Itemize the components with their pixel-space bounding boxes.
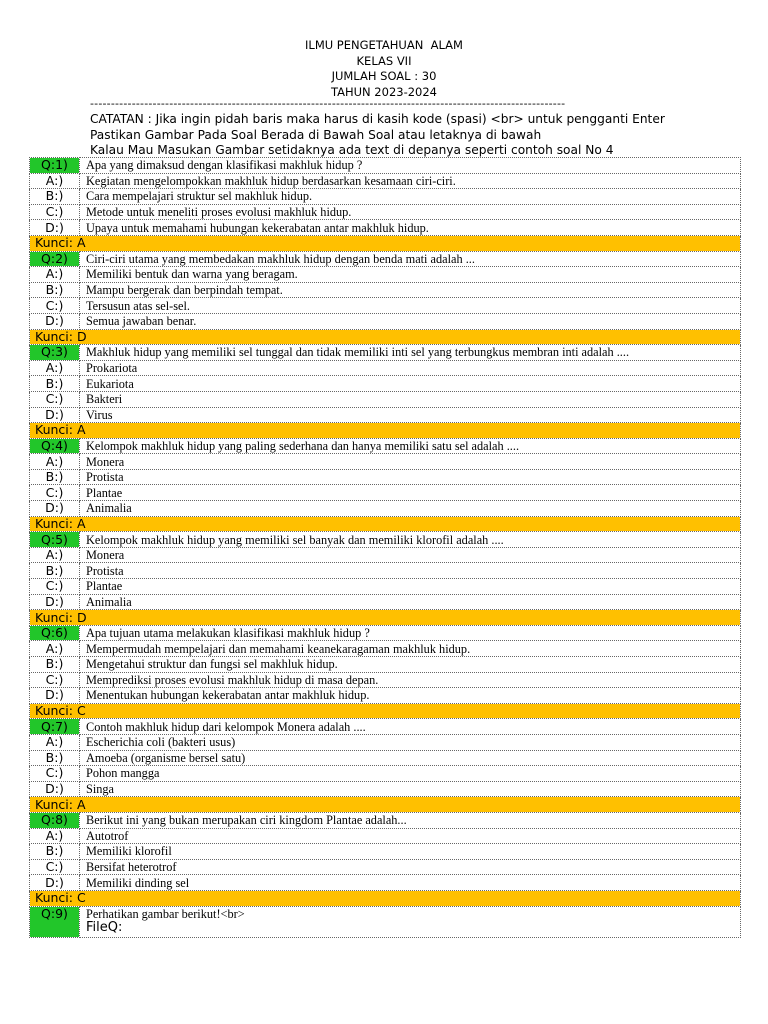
option-row	[30, 267, 741, 283]
option-row	[30, 859, 741, 875]
option-row	[30, 173, 741, 189]
question-row	[30, 906, 741, 937]
option-label: C:)	[30, 391, 80, 407]
option-label: D:)	[30, 407, 80, 423]
option-row	[30, 828, 741, 844]
option-row	[30, 298, 741, 314]
answer-key: Kunci: A	[30, 423, 741, 439]
option-text: Protista	[80, 469, 741, 485]
question-text: Kelompok makhluk hidup yang memiliki sel banyak dan memiliki klorofil adalah ....	[80, 532, 741, 548]
option-label: A:)	[30, 641, 80, 657]
option-text: Protista	[80, 563, 741, 579]
option-row	[30, 563, 741, 579]
note-line-2: Pastikan Gambar Pada Soal Berada di Bawah Soal atau letaknya di bawah	[90, 127, 542, 142]
option-text: Tersusun atas sel-sel.	[80, 298, 741, 314]
option-text: Amoeba (organisme bersel satu)	[80, 750, 741, 766]
option-text: Metode untuk meneliti proses evolusi makhluk hidup.	[80, 204, 741, 220]
answer-key-row	[30, 703, 741, 719]
answer-key-row	[30, 235, 741, 251]
option-label: D:)	[30, 781, 80, 797]
note-line-3: Kalau Mau Masukan Gambar setidaknya ada text di depanya seperti contoh soal No 4	[90, 143, 614, 157]
option-row	[30, 501, 741, 517]
option-label: B:)	[30, 469, 80, 485]
option-row	[30, 220, 741, 236]
answer-key: Kunci: C	[30, 890, 741, 906]
question-number: Q:5)	[30, 532, 80, 548]
question-row	[30, 812, 741, 828]
question-number: Q:6)	[30, 625, 80, 641]
answer-key-row	[30, 516, 741, 532]
option-text: Menentukan hubungan kekerabatan antar makhluk hidup.	[80, 688, 741, 704]
notes-block	[90, 112, 665, 159]
option-row	[30, 688, 741, 704]
option-text: Animalia	[80, 501, 741, 517]
option-row	[30, 469, 741, 485]
answer-key-row	[30, 890, 741, 906]
answer-key: Kunci: A	[30, 797, 741, 813]
question-number: Q:9)	[30, 906, 80, 937]
option-text: Cara mempelajari struktur sel makhluk hidup.	[80, 189, 741, 205]
option-text: Memiliki klorofil	[80, 844, 741, 860]
note-line-1: CATATAN : Jika ingin pidah baris maka harus di kasih kode (spasi) <br> untuk pengganti Enter	[90, 112, 665, 126]
question-number: Q:2)	[30, 251, 80, 267]
option-label: B:)	[30, 376, 80, 392]
option-row	[30, 766, 741, 782]
option-label: A:)	[30, 734, 80, 750]
option-text: Pohon mangga	[80, 766, 741, 782]
option-text: Kegiatan mengelompokkan makhluk hidup berdasarkan kesamaan ciri-ciri.	[80, 173, 741, 189]
option-text: Virus	[80, 407, 741, 423]
option-text: Memiliki dinding sel	[80, 875, 741, 891]
option-text: Singa	[80, 781, 741, 797]
question-count: JUMLAH SOAL : 30	[331, 69, 437, 83]
question-text: Perhatikan gambar berikut!<br>	[86, 906, 245, 921]
option-text: Mampu bergerak dan berpindah tempat.	[80, 282, 741, 298]
question-text: Makhluk hidup yang memiliki sel tunggal dan tidak memiliki inti sel yang terbungkus membran inti adalah ....	[80, 345, 741, 361]
option-row	[30, 360, 741, 376]
option-label: C:)	[30, 672, 80, 688]
question-number: Q:7)	[30, 719, 80, 735]
option-row	[30, 189, 741, 205]
question-text: Apa tujuan utama melakukan klasifikasi makhluk hidup ?	[80, 625, 741, 641]
question-text: Berikut ini yang bukan merupakan ciri kingdom Plantae adalah...	[80, 812, 741, 828]
option-text: Eukariota	[80, 376, 741, 392]
option-text: Memprediksi proses evolusi makhluk hidup di masa depan.	[80, 672, 741, 688]
question-row	[30, 532, 741, 548]
answer-key: Kunci: A	[30, 516, 741, 532]
option-label: D:)	[30, 220, 80, 236]
option-label: A:)	[30, 267, 80, 283]
question-row	[30, 438, 741, 454]
option-row	[30, 844, 741, 860]
file-placeholder: FileQ:	[86, 919, 123, 935]
option-row	[30, 407, 741, 423]
option-text: Monera	[80, 454, 741, 470]
answer-key-row	[30, 423, 741, 439]
class-level: KELAS VII	[356, 53, 412, 68]
option-row	[30, 594, 741, 610]
option-label: B:)	[30, 189, 80, 205]
option-text: Monera	[80, 547, 741, 563]
answer-key: Kunci: C	[30, 703, 741, 719]
option-row	[30, 875, 741, 891]
option-label: A:)	[30, 173, 80, 189]
option-label: D:)	[30, 501, 80, 517]
question-number: Q:1)	[30, 158, 80, 174]
option-text: Memiliki bentuk dan warna yang beragam.	[80, 267, 741, 283]
option-label: A:)	[30, 828, 80, 844]
question-text: Apa yang dimaksud dengan klasifikasi makhluk hidup ?	[80, 158, 741, 174]
answer-key: Kunci: D	[30, 610, 741, 626]
answer-key: Kunci: A	[30, 235, 741, 251]
option-text: Mempermudah mempelajari dan memahami keanekaragaman makhluk hidup.	[80, 641, 741, 657]
option-label: B:)	[30, 750, 80, 766]
option-label: C:)	[30, 298, 80, 314]
option-label: C:)	[30, 766, 80, 782]
option-label: C:)	[30, 204, 80, 220]
option-row	[30, 579, 741, 595]
answer-key-row	[30, 610, 741, 626]
subject-title: ILMU PENGETAHUAN ALAM	[305, 38, 463, 52]
option-label: A:)	[30, 454, 80, 470]
question-text: Ciri-ciri utama yang membedakan makhluk hidup dengan benda mati adalah ...	[80, 251, 741, 267]
option-text: Mengetahui struktur dan fungsi sel makhluk hidup.	[80, 657, 741, 673]
option-label: D:)	[30, 594, 80, 610]
option-row	[30, 672, 741, 688]
option-text: Escherichia coli (bakteri usus)	[80, 734, 741, 750]
question-row	[30, 719, 741, 735]
option-row	[30, 547, 741, 563]
option-text: Semua jawaban benar.	[80, 313, 741, 329]
option-text: Bersifat heterotrof	[80, 859, 741, 875]
option-text: Plantae	[80, 485, 741, 501]
option-text: Bakteri	[80, 391, 741, 407]
option-text: Upaya untuk memahami hubungan kekerabatan antar makhluk hidup.	[80, 220, 741, 236]
question-text: Contoh makhluk hidup dari kelompok Monera adalah ....	[80, 719, 741, 735]
question-row	[30, 251, 741, 267]
question-table	[29, 157, 741, 938]
option-row	[30, 734, 741, 750]
option-row	[30, 485, 741, 501]
option-label: A:)	[30, 547, 80, 563]
option-row	[30, 657, 741, 673]
option-row	[30, 376, 741, 392]
option-row	[30, 454, 741, 470]
question-number: Q:8)	[30, 812, 80, 828]
question-row	[30, 625, 741, 641]
question-number: Q:3)	[30, 345, 80, 361]
option-text: Autotrof	[80, 828, 741, 844]
question-row	[30, 158, 741, 174]
option-label: C:)	[30, 485, 80, 501]
option-label: D:)	[30, 688, 80, 704]
option-label: B:)	[30, 844, 80, 860]
option-label: B:)	[30, 282, 80, 298]
separator-line: ------------------------------------------------------------------------------------------------------------------	[90, 97, 566, 110]
option-row	[30, 750, 741, 766]
option-label: B:)	[30, 563, 80, 579]
option-text: Prokariota	[80, 360, 741, 376]
option-label: B:)	[30, 657, 80, 673]
option-label: C:)	[30, 579, 80, 595]
question-number: Q:4)	[30, 438, 80, 454]
option-text: Plantae	[80, 579, 741, 595]
document-header	[0, 38, 768, 100]
answer-key-row	[30, 797, 741, 813]
option-row	[30, 391, 741, 407]
answer-key-row	[30, 329, 741, 345]
question-row	[30, 345, 741, 361]
option-row	[30, 313, 741, 329]
answer-key: Kunci: D	[30, 329, 741, 345]
option-row	[30, 204, 741, 220]
option-text: Animalia	[80, 594, 741, 610]
option-row	[30, 641, 741, 657]
option-label: D:)	[30, 875, 80, 891]
option-row	[30, 282, 741, 298]
option-label: A:)	[30, 360, 80, 376]
option-label: C:)	[30, 859, 80, 875]
option-label: D:)	[30, 313, 80, 329]
academic-year: TAHUN 2023-2024	[330, 84, 437, 99]
question-text: Kelompok makhluk hidup yang paling sederhana dan hanya memiliki satu sel adalah ....	[80, 438, 741, 454]
option-row	[30, 781, 741, 797]
question-cell	[80, 906, 741, 937]
